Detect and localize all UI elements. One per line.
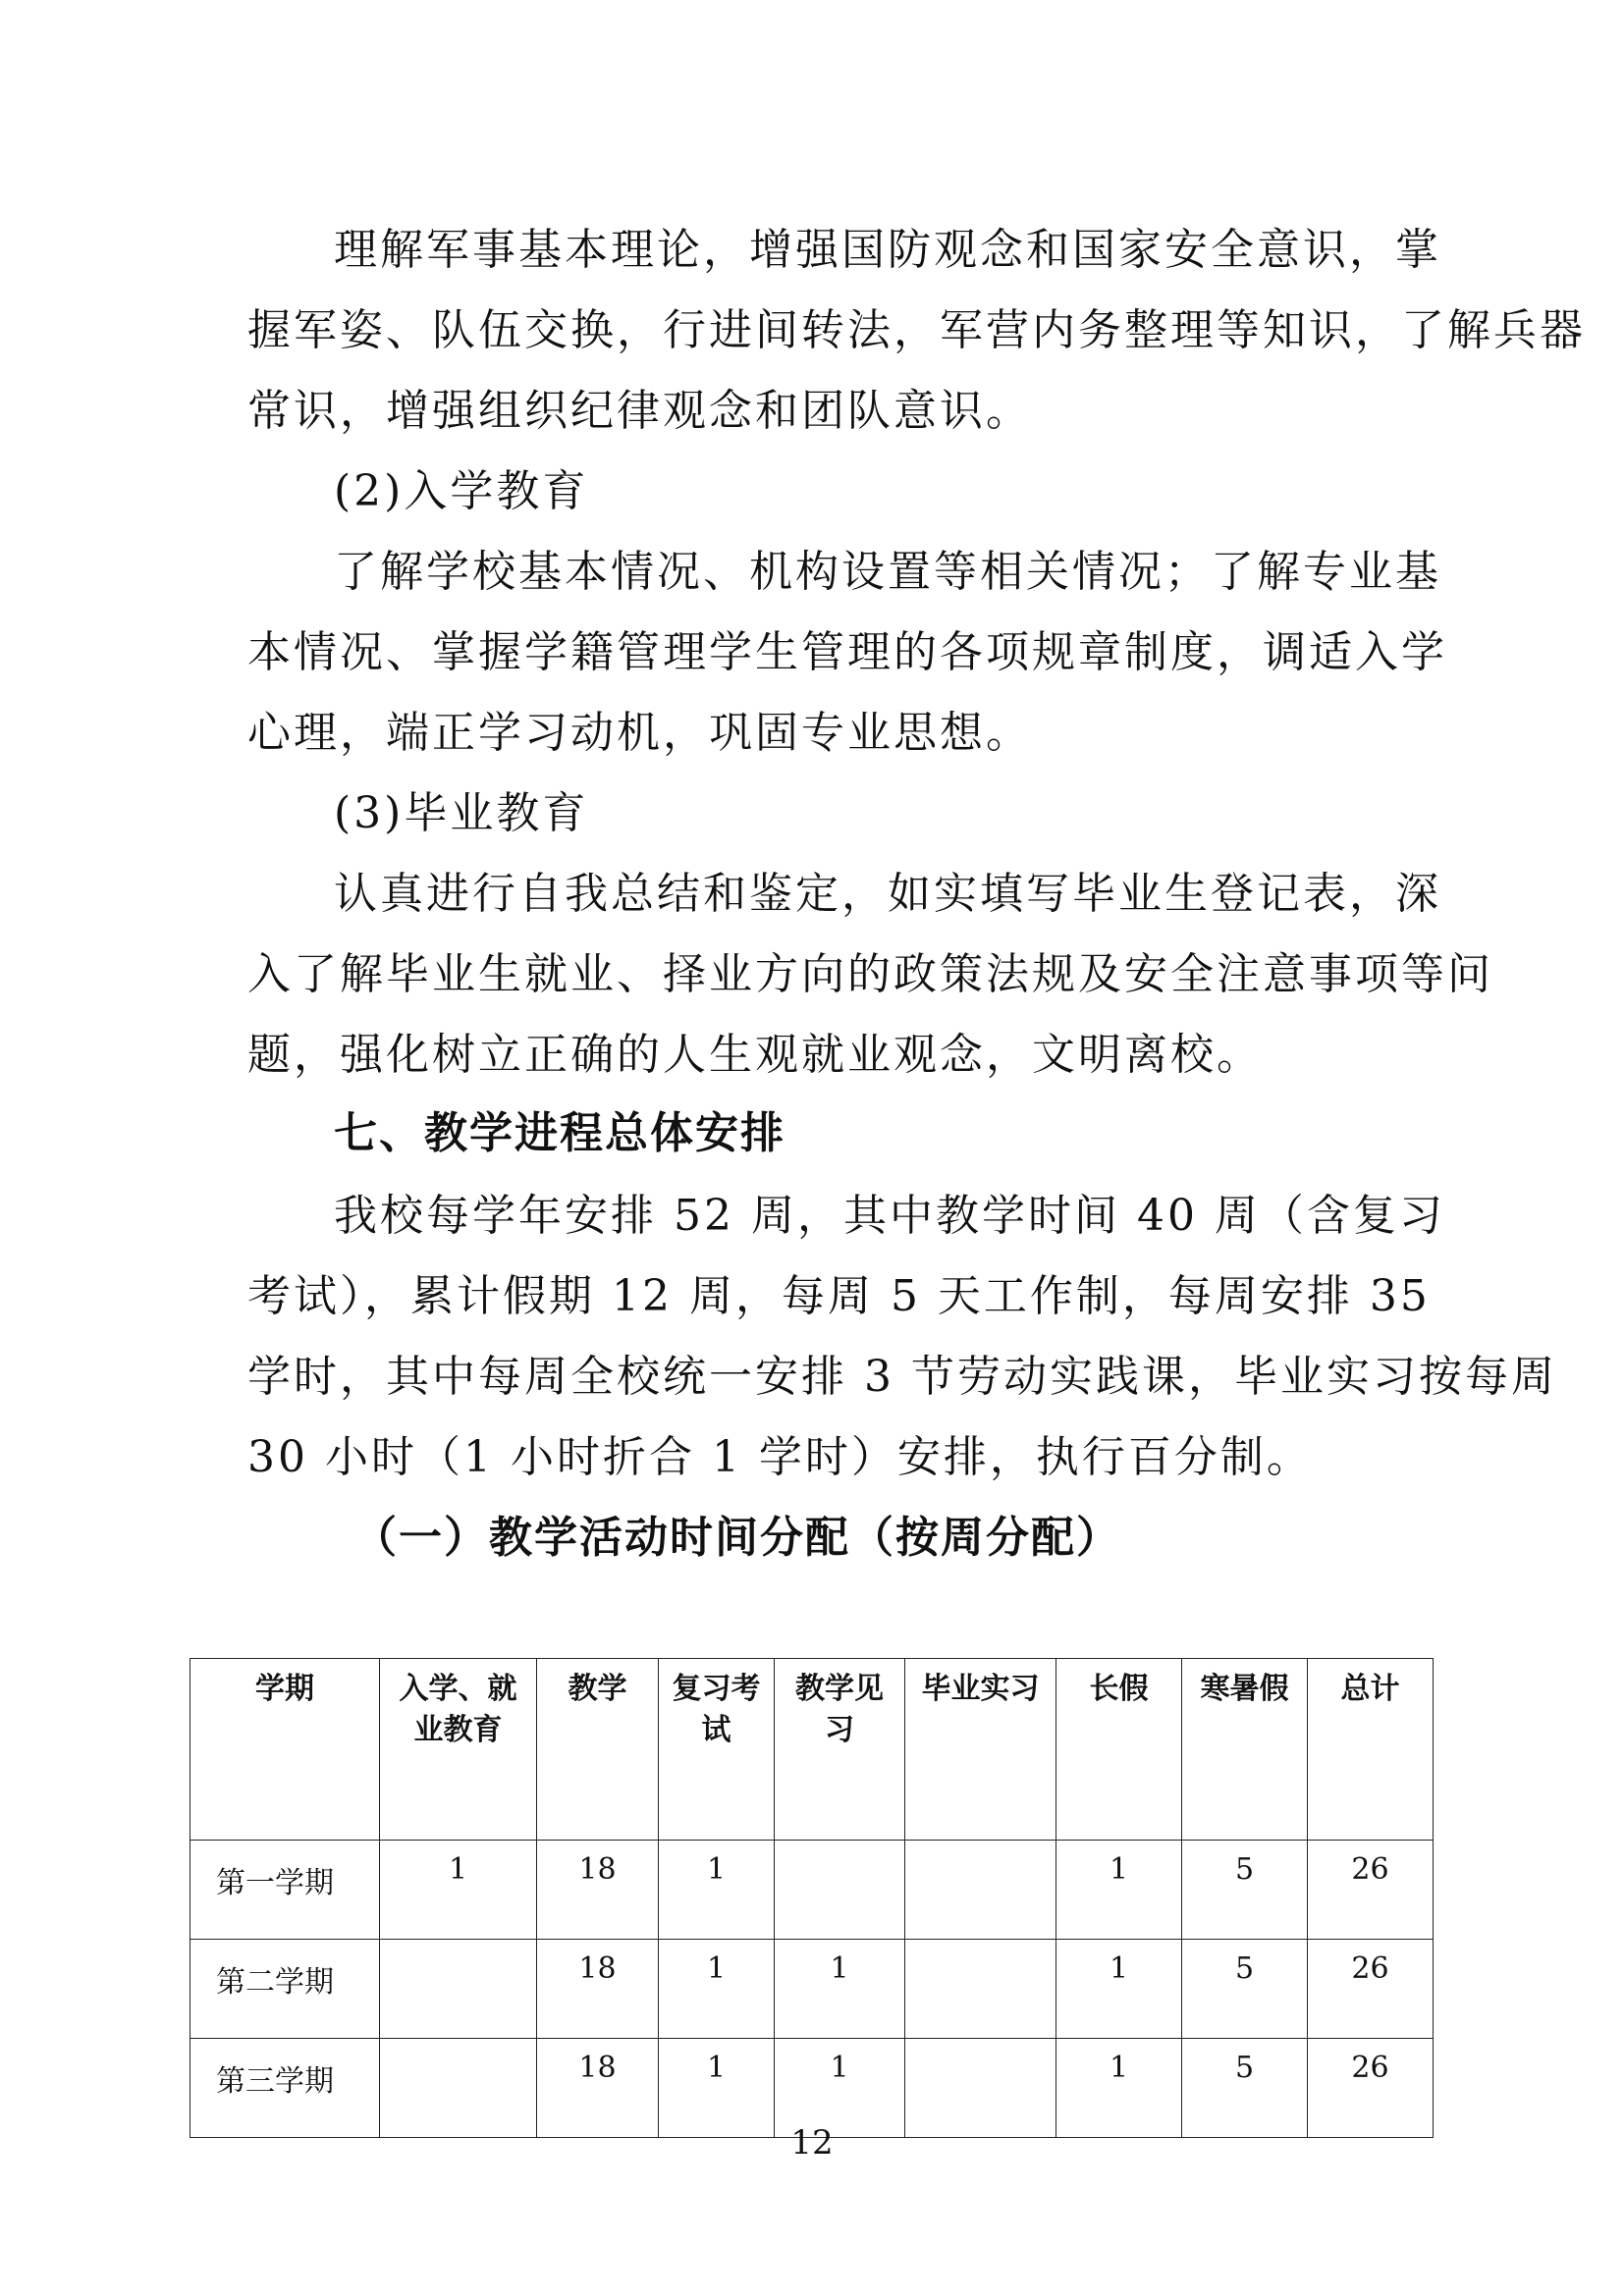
paragraph-line: 理解军事基本理论，增强国防观念和国家安全意识，掌 [334, 225, 1441, 275]
table-header-row [190, 1659, 1434, 1841]
header-long-holiday: 长假 [1056, 1659, 1182, 1841]
paragraph-line: 认真进行自我总结和鉴定，如实填写毕业生登记表，深 [334, 869, 1441, 919]
paragraph-line: 了解学校基本情况、机构设置等相关情况；了解专业基 [334, 547, 1441, 597]
table-row [190, 1841, 1434, 1940]
paragraph-line: 心理，端正学习动机，巩固专业思想。 [247, 708, 1032, 758]
table-cell [905, 1940, 1056, 2039]
table-cell: 5 [1182, 1841, 1308, 1940]
table-cell: 1 [380, 1841, 537, 1940]
paragraph-line: 考试），累计假期 12 周，每周 5 天工作制，每周安排 35 [247, 1271, 1431, 1321]
table-cell: 18 [537, 1841, 659, 1940]
table-cell [905, 1841, 1056, 1940]
header-winter-summer-vacation: 寒暑假 [1182, 1659, 1308, 1841]
table-cell: 18 [537, 2039, 659, 2138]
paragraph-line: 常识，增强组织纪律观念和团队意识。 [247, 386, 1032, 436]
table-cell: 1 [1056, 1940, 1182, 2039]
table-cell: 1 [775, 1940, 905, 2039]
paragraph-line: 题，强化树立正确的人生观就业观念，文明离校。 [247, 1030, 1263, 1080]
table-cell: 26 [1308, 1841, 1434, 1940]
header-term: 学期 [190, 1659, 380, 1841]
row-term-label: 第三学期 [190, 2039, 380, 2138]
table-cell: 1 [659, 1940, 775, 2039]
table-cell: 26 [1308, 1940, 1434, 2039]
header-teaching-observation: 教学见习 [775, 1659, 905, 1841]
table-cell: 5 [1182, 2039, 1308, 2138]
table-cell: 1 [1056, 2039, 1182, 2138]
paragraph-line: 入了解毕业生就业、择业方向的政策法规及安全注意事项等问 [247, 949, 1493, 999]
table-row [190, 1940, 1434, 2039]
header-teaching: 教学 [537, 1659, 659, 1841]
table-cell: 5 [1182, 1940, 1308, 2039]
section-title: 七、教学进程总体安排 [334, 1108, 785, 1158]
header-entry-employment-education: 入学、就业教育 [380, 1659, 537, 1841]
row-term-label: 第一学期 [190, 1841, 380, 1940]
table-cell [775, 1841, 905, 1940]
table-cell [380, 1940, 537, 2039]
paragraph-line: 30 小时（1 小时折合 1 学时）安排，执行百分制。 [247, 1432, 1313, 1482]
schedule-table [189, 1658, 1434, 2138]
table-cell: 1 [659, 1841, 775, 1940]
row-term-label: 第二学期 [190, 1940, 380, 2039]
subsection-title: （一）教学活动时间分配（按周分配） [353, 1513, 1121, 1563]
subheading-entry-education: (2)入学教育 [334, 466, 589, 516]
subheading-graduation-education: (3)毕业教育 [334, 788, 589, 838]
header-graduation-internship: 毕业实习 [905, 1659, 1056, 1841]
paragraph-line: 我校每学年安排 52 周，其中教学时间 40 周（含复习 [334, 1191, 1445, 1241]
table-cell: 26 [1308, 2039, 1434, 2138]
table-cell: 1 [1056, 1841, 1182, 1940]
header-total: 总计 [1308, 1659, 1434, 1841]
table-cell: 1 [775, 2039, 905, 2138]
table-cell: 18 [537, 1940, 659, 2039]
table-cell: 1 [659, 2039, 775, 2138]
paragraph-line: 本情况、掌握学籍管理学生管理的各项规章制度，调适入学 [247, 627, 1447, 677]
paragraph-line: 学时，其中每周全校统一安排 3 节劳动实践课，毕业实习按每周 [247, 1352, 1557, 1402]
header-review-exam: 复习考试 [659, 1659, 775, 1841]
page-number: 12 [790, 2123, 834, 2163]
paragraph-line: 握军姿、队伍交换，行进间转法，军营内务整理等知识，了解兵器 [247, 305, 1586, 355]
